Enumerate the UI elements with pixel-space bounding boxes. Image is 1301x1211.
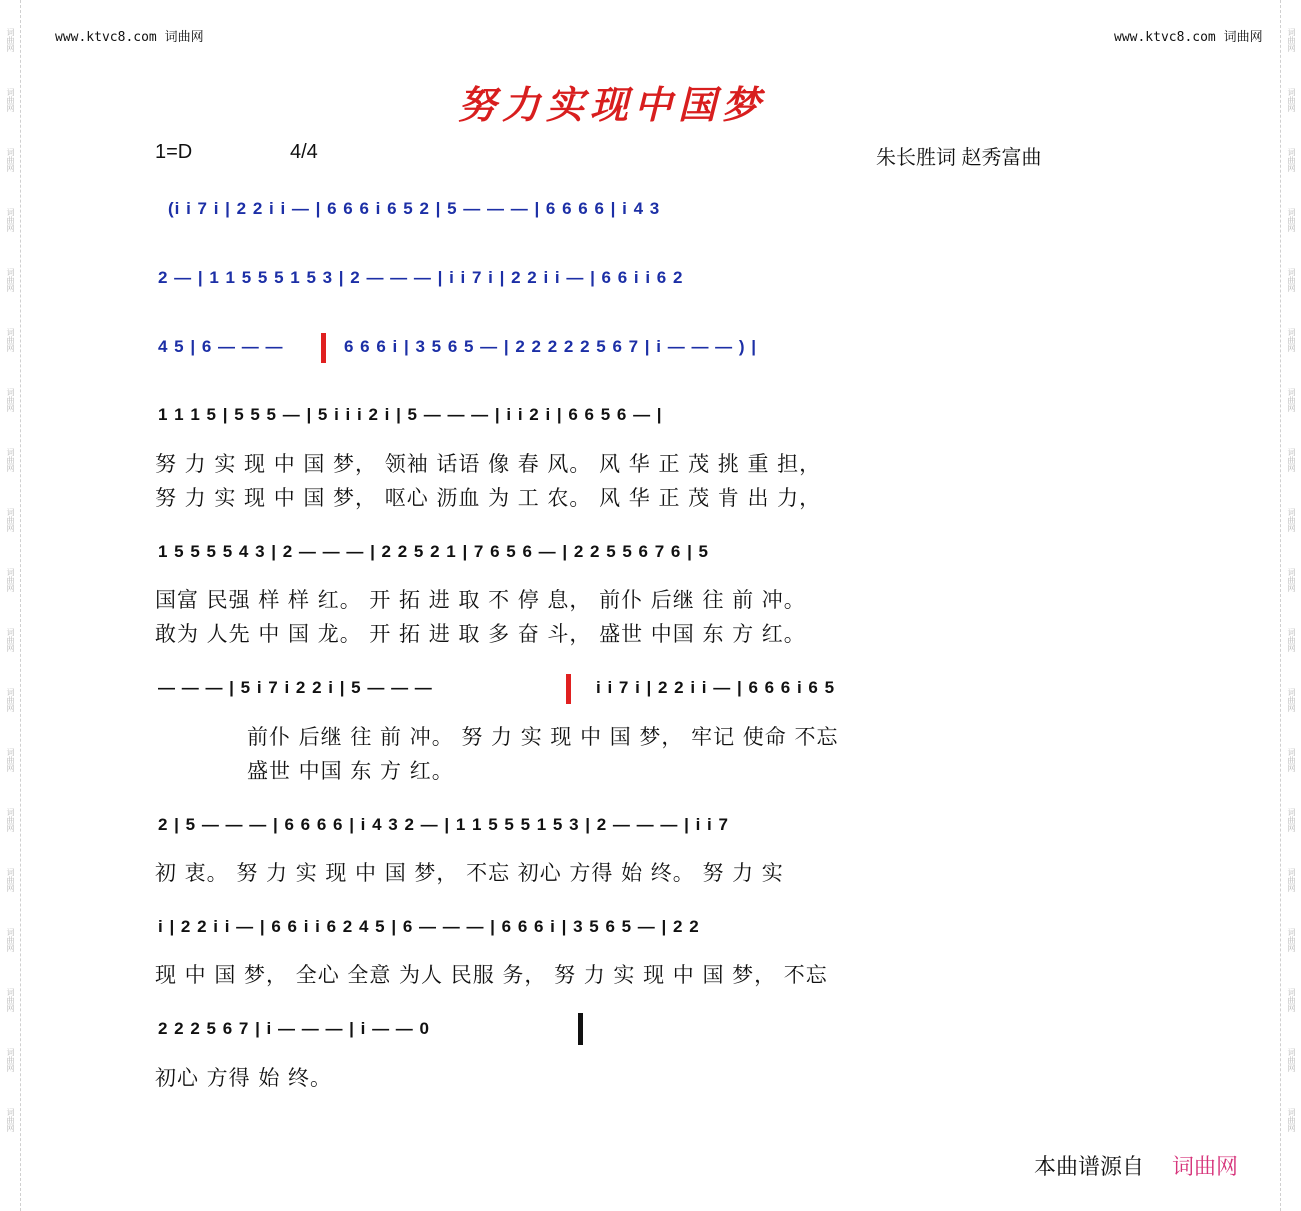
site-url-left: www.ktvc8.com 词曲网 (55, 30, 204, 45)
watermark-text: 词曲网 (1287, 688, 1296, 712)
lyric-verse2-b: 敢为 人先 中 国 龙。 开 拓 进 取 多 奋 斗， 盛世 中国 东 方 红。 (155, 622, 806, 646)
watermark-text: 词曲网 (6, 208, 15, 232)
notation-line-1: (i i 7 i | 2 2 i i — | 6 6 6 i 6 5 2 | 5 — — — | 6 6 6 6 | i 4 3 (168, 199, 661, 218)
watermark-text: 词曲网 (1287, 748, 1296, 772)
watermark-text: 词曲网 (1287, 628, 1296, 652)
watermark-text: 词曲网 (6, 328, 15, 352)
composer-credits: 朱长胜词 赵秀富曲 (876, 147, 1042, 169)
repeat-end-sign (566, 674, 571, 704)
watermark-text: 词曲网 (6, 988, 15, 1012)
final-barline (578, 1013, 583, 1045)
notation-line-9: 2 2 2 5 6 7 | i — — — | i — — 0 (158, 1019, 430, 1038)
watermark-text: 词曲网 (1287, 88, 1296, 112)
watermark-text: 词曲网 (1287, 388, 1296, 412)
watermark-text: 词曲网 (1287, 28, 1296, 52)
site-url-right: www.ktvc8.com 词曲网 (1114, 30, 1263, 45)
notation-line-4: 1 1 1 5 | 5 5 5 — | 5 i i i 2 i | 5 — — — | i i 2 i | 6 6 5 6 — | (158, 405, 663, 424)
watermark-text: 词曲网 (6, 928, 15, 952)
watermark-text: 词曲网 (6, 508, 15, 532)
watermark-text: 词曲网 (6, 868, 15, 892)
notation-line-8: i | 2 2 i i — | 6 6 i i 6 2 4 5 | 6 — — — | 6 6 6 i | 3 5 6 5 — | 2 2 (158, 917, 700, 936)
song-title: 努力实现中国梦 (458, 82, 767, 127)
lyric-verse2-a: 努 力 实 现 中 国 梦， 呕心 沥血 为 工 农。 风 华 正 茂 肯 出 力， (155, 486, 822, 510)
notation-line-2: 2 — | 1 1 5 5 5 1 5 3 | 2 — — — | i i 7 i | 2 2 i i — | 6 6 i i 6 2 (158, 268, 684, 287)
lyric-chorus-3: 初心 方得 始 终。 (155, 1066, 333, 1090)
watermark-text: 词曲网 (6, 628, 15, 652)
watermark-text: 词曲网 (1287, 508, 1296, 532)
watermark-text: 词曲网 (1287, 448, 1296, 472)
watermark-text: 词曲网 (1287, 1108, 1296, 1132)
lyric-chorus-2: 现 中 国 梦， 全心 全意 为人 民服 务， 努 力 实 现 中 国 梦， 不忘 (155, 963, 828, 987)
repeat-start-sign (321, 333, 326, 363)
watermark-text: 词曲网 (6, 748, 15, 772)
watermark-text: 词曲网 (1287, 868, 1296, 892)
watermark-text: 词曲网 (1287, 328, 1296, 352)
notation-line-3a: 4 5 | 6 — — — (158, 337, 284, 356)
lyric-verse1-a: 努 力 实 现 中 国 梦， 领袖 话语 像 春 风。 风 华 正 茂 挑 重 担， (155, 452, 822, 476)
watermark-text: 词曲网 (1287, 1048, 1296, 1072)
notation-line-6b: i i 7 i | 2 2 i i — | 6 6 6 i 6 5 (596, 678, 836, 697)
watermark-text: 词曲网 (1287, 808, 1296, 832)
watermark-text: 词曲网 (6, 568, 15, 592)
notation-line-6a: — — — | 5 i 7 i 2 2 i | 5 — — — (158, 678, 433, 697)
lyric-chorus-1: 初 衷。 努 力 实 现 中 国 梦， 不忘 初心 方得 始 终。 努 力 实 (155, 861, 784, 885)
watermark-text: 词曲网 (1287, 268, 1296, 292)
watermark-text: 词曲网 (1287, 208, 1296, 232)
watermark-text: 词曲网 (6, 688, 15, 712)
watermark-text: 词曲网 (6, 28, 15, 52)
watermark-text: 词曲网 (1287, 928, 1296, 952)
watermark-text: 词曲网 (6, 148, 15, 172)
watermark-text: 词曲网 (6, 1048, 15, 1072)
watermark-text: 词曲网 (6, 1108, 15, 1132)
watermark-text: 词曲网 (1287, 568, 1296, 592)
watermark-text: 词曲网 (6, 88, 15, 112)
watermark-text: 词曲网 (6, 448, 15, 472)
lyric-verse2-c: 盛世 中国 东 方 红。 (247, 759, 454, 783)
source-label: 本曲谱源自 (1034, 1155, 1145, 1180)
notation-line-7: 2 | 5 — — — | 6 6 6 6 | i 4 3 2 — | 1 1 5 5 5 1 5 3 | 2 — — — | i i 7 (158, 815, 729, 834)
left-watermark-column (0, 0, 20, 1150)
notation-line-5: 1 5 5 5 5 4 3 | 2 — — — | 2 2 5 2 1 | 7 6 5 6 — | 2 2 5 5 6 7 6 | 5 (158, 542, 710, 561)
watermark-text: 词曲网 (6, 268, 15, 292)
time-signature: 4/4 (290, 141, 318, 163)
notation-line-3b: 6 6 6 i | 3 5 6 5 — | 2 2 2 2 2 5 6 7 | i — — — ) | (344, 337, 758, 356)
watermark-text: 词曲网 (1287, 148, 1296, 172)
key-signature: 1=D (155, 141, 193, 163)
lyric-verse1-b: 国富 民强 样 样 红。 开 拓 进 取 不 停 息， 前仆 后继 往 前 冲。 (155, 588, 806, 612)
source-site-link[interactable]: 词曲网 (1172, 1155, 1239, 1180)
watermark-text: 词曲网 (6, 388, 15, 412)
watermark-text: 词曲网 (6, 808, 15, 832)
right-watermark-column (1281, 0, 1301, 1150)
watermark-text: 词曲网 (1287, 988, 1296, 1012)
lyric-verse1-c: 前仆 后继 往 前 冲。 努 力 实 现 中 国 梦， 牢记 使命 不忘 (247, 725, 839, 749)
